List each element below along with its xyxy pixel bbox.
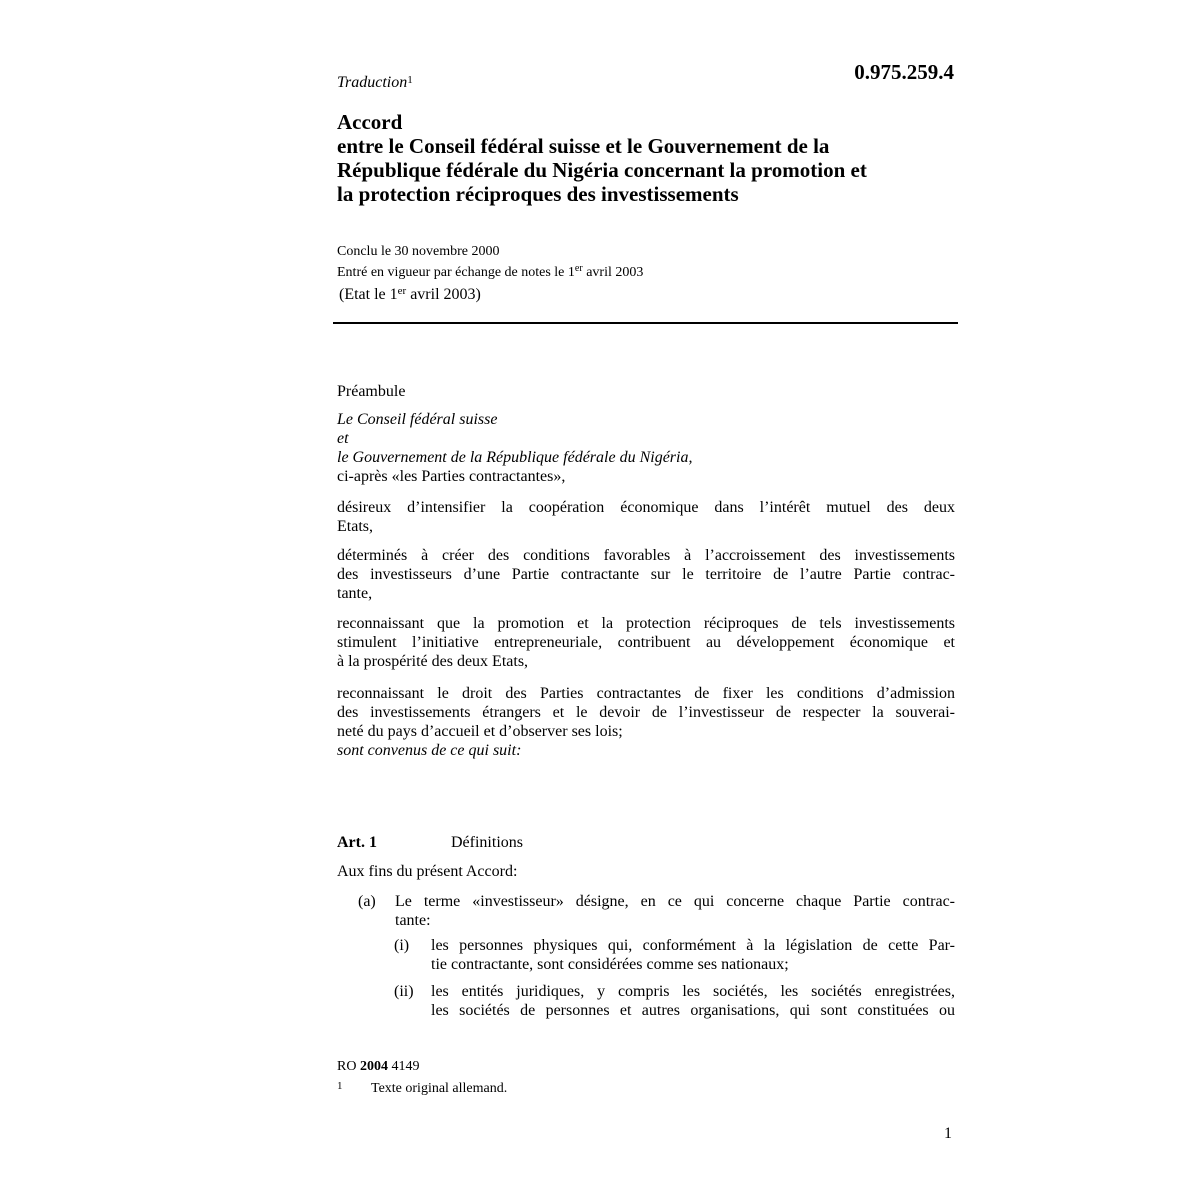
preamble-paragraph: déterminés à créer des conditions favorables à l’accroissement des investissements des investisseurs d’une Partie contractante sur le territoire de l’autre Partie contrac- tante, xyxy=(337,547,955,602)
preamble-parties xyxy=(337,410,955,486)
title-line: la protection réciproques des investissements xyxy=(337,182,739,206)
preamble-paragraph: reconnaissant le droit des Parties contractantes de fixer les conditions d’admission des investissements étrangers et le devoir de l’investisseur de respecter la souverai- neté du pays d’accueil et d’observer ses lois; sont convenus de ce qui suit: xyxy=(337,685,955,759)
item-text: les personnes physiques qui, conformément à la législation de cette Par- tie contractante, sont considérées comme ses nationaux; xyxy=(431,937,955,973)
article-number: Art. 1 xyxy=(337,834,377,851)
preamble-paragraph: reconnaissant que la promotion et la protection réciproques de tels investissements stimulent l’initiative entrepreneuriale, contribuent au développement économique et à la prospérité des deux Etats, xyxy=(337,615,955,670)
preamble-paragraph: désireux d’intensifier la coopération économique dans l’intérêt mutuel des deux Etats, xyxy=(337,499,955,535)
page-number: 1 xyxy=(944,1125,952,1142)
item-label: (i) xyxy=(394,937,410,954)
article-title: Définitions xyxy=(451,834,523,851)
title-line: entre le Conseil fédéral suisse et le Gouvernement de la xyxy=(337,134,830,158)
article-heading xyxy=(337,834,523,852)
footnote-reference[interactable]: 1 xyxy=(407,74,413,86)
article-intro: Aux fins du présent Accord: xyxy=(337,863,518,880)
party-swiss: Le Conseil fédéral suisse xyxy=(337,411,498,428)
document-title xyxy=(337,110,967,206)
conjunction: et xyxy=(337,430,349,447)
sr-number: 0.975.259.4 xyxy=(854,60,954,84)
party-nigeria: le Gouvernement de la République fédérale du Nigéria, xyxy=(337,449,693,466)
title-line: République fédérale du Nigéria concernant la promotion et xyxy=(337,158,867,182)
translation-text: Traduction xyxy=(337,74,408,91)
status-date: (Etat le 1er avril 2003) xyxy=(339,285,481,303)
preamble-closing: sont convenus de ce qui suit: xyxy=(337,742,522,759)
footnote-mark: 1 xyxy=(337,1080,343,1092)
item-label: (ii) xyxy=(394,983,414,1000)
header-divider xyxy=(333,322,958,324)
item-text: les entités juridiques, y compris les sociétés, les sociétés enregistrées, les sociétés de personnes et autres organisations, qui sont constituées ou xyxy=(431,983,955,1019)
footnote xyxy=(337,1080,507,1097)
preamble-heading: Préambule xyxy=(337,383,406,400)
conclusion-dates xyxy=(337,243,643,281)
item-label: (a) xyxy=(358,893,376,910)
footnote-text: Texte original allemand. xyxy=(371,1081,508,1096)
title-line: Accord xyxy=(337,110,403,134)
item-text: Le terme «investisseur» désigne, en ce qui concerne chaque Partie contrac- tante: xyxy=(395,893,955,929)
translation-label xyxy=(337,74,413,92)
hereafter-clause: ci-après «les Parties contractantes», xyxy=(337,468,566,485)
official-compilation-reference: RO 2004 4149 xyxy=(337,1059,420,1074)
concluded-date: Conclu le 30 novembre 2000 xyxy=(337,244,500,259)
entry-into-force-date: Entré en vigueur par échange de notes le 1er avril 2003 xyxy=(337,263,644,280)
